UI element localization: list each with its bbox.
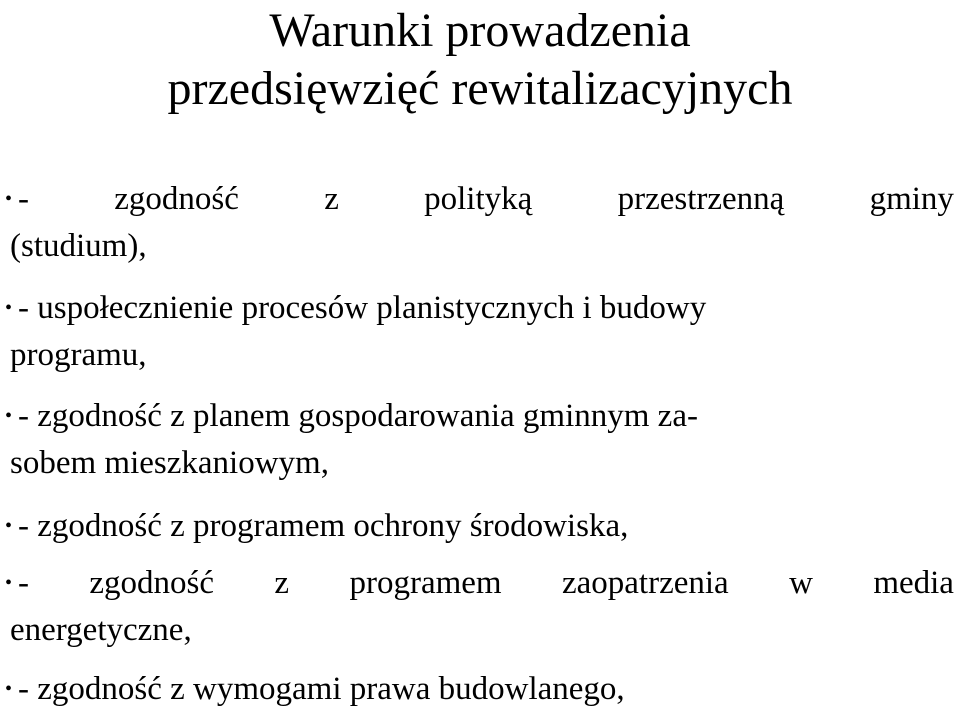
list-item-environment-program [6,503,952,550]
word: media [873,565,954,601]
word: polityką [424,181,533,217]
word: zgodność [114,181,239,217]
bullet-icon: • [5,572,13,594]
item-line: - zgodność z programem ochrony środowiska, [18,508,629,544]
item-line [18,176,954,223]
list-item-housing-plan [6,393,952,487]
word: z [274,565,290,601]
list-item-spatial-policy [6,176,952,270]
word: - [18,565,29,601]
item-line: - zgodność z planem gospodarowania gminnym za- [18,398,698,434]
item-line-continuation: energetyczne, [10,612,192,648]
word: programem [349,565,502,601]
word: - [18,181,29,217]
item-line-continuation: sobem mieszkaniowym, [10,445,329,481]
list-item-energy-supply [6,560,952,654]
bullet-icon: • [5,297,13,319]
word: gminy [869,181,954,217]
item-line: - zgodność z wymogami prawa budowlanego, [18,671,625,707]
bullet-icon: • [5,515,13,537]
item-line-continuation: (studium), [10,228,147,264]
item-line-continuation: programu, [10,337,147,373]
title-line-2: przedsięwzięć rewitalizacyjnych [167,62,793,115]
word: w [789,565,813,601]
item-line [18,560,954,607]
slide-title [0,0,960,118]
bullet-icon: • [5,188,13,210]
word: zgodność [89,565,215,601]
list-item-building-law [6,666,952,713]
item-line: - uspołecznienie procesów planistycznych i budowy [18,290,707,326]
bullet-icon: • [5,405,13,427]
word: z [324,181,339,217]
bullet-icon: • [5,678,13,700]
title-line-1: Warunki prowadzenia [269,4,691,57]
word: przestrzenną [617,181,785,217]
list-item-public-participation [6,285,952,379]
word: zaopatrzenia [561,565,729,601]
